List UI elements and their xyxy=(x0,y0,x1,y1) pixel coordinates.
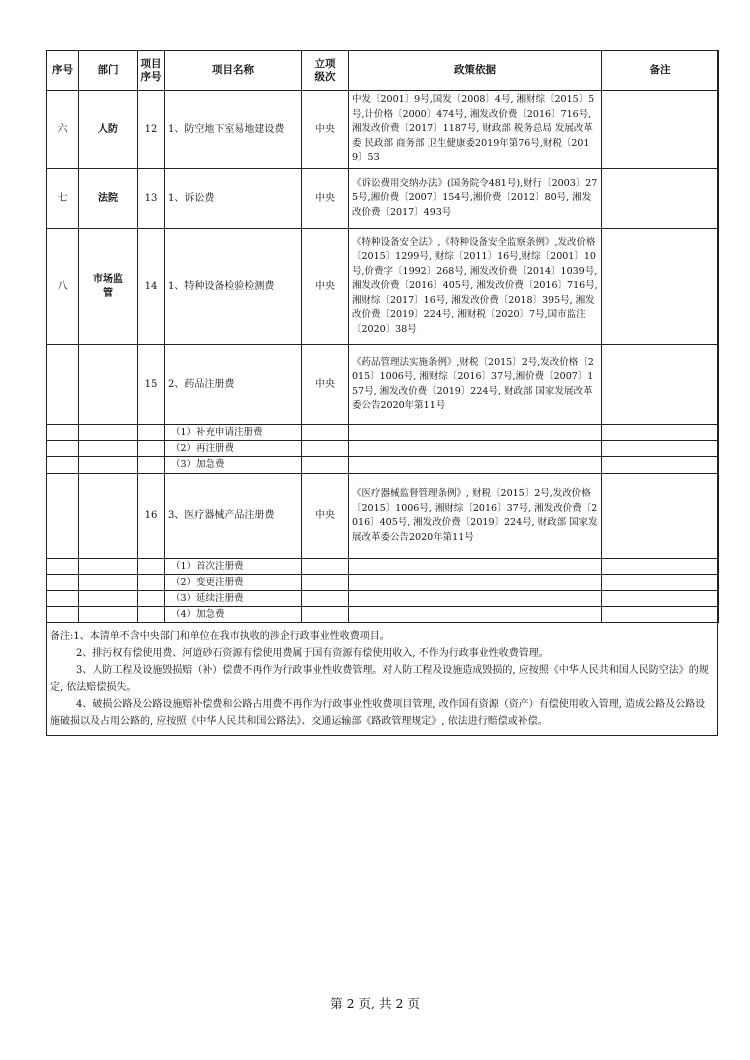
note-4: 4、破损公路及公路设施赔补偿费和公路占用费不再作为行政事业性收费项目管理, 改作国有资源（资产）有偿使用收入管理, 造成公路及公路设施破损以及占用公路的, 应按照《中华人民共和国公路法》、交通运输部《路政管理规定》, 依法进行赔偿或补偿。 xyxy=(50,699,706,727)
row-seq: 八 xyxy=(47,229,79,345)
sub-item-row xyxy=(47,441,719,457)
sub-item-row xyxy=(47,457,719,474)
header-item-seq: 项目序号 xyxy=(138,51,165,91)
sub-item-name: （1）首次注册费 xyxy=(165,559,302,575)
row-item-seq: 15 xyxy=(138,345,165,425)
table-row xyxy=(47,345,719,425)
row-seq xyxy=(47,345,79,425)
row-dept: 市场监管 xyxy=(79,229,138,345)
page-number: 第 2 页, 共 2 页 xyxy=(330,996,420,1011)
row-remark xyxy=(602,229,719,345)
row-dept: 人防 xyxy=(79,91,138,169)
row-item-name: 1、防空地下室易地建设费 xyxy=(165,91,302,169)
row-level: 中央 xyxy=(302,229,349,345)
row-seq: 六 xyxy=(47,91,79,169)
row-level: 中央 xyxy=(302,91,349,169)
row-seq: 七 xyxy=(47,169,79,229)
row-dept xyxy=(79,345,138,425)
header-remark: 备注 xyxy=(602,51,719,91)
row-remark xyxy=(602,345,719,425)
header-policy: 政策依据 xyxy=(349,51,602,91)
sub-item-row xyxy=(47,559,719,575)
row-item-name: 3、医疗器械产品注册费 xyxy=(165,474,302,559)
row-item-seq: 14 xyxy=(138,229,165,345)
row-item-name: 2、药品注册费 xyxy=(165,345,302,425)
row-policy: 《医疗器械监督管理条例》, 财税〔2015〕2号,发改价格〔2015〕1006号, 湘财综〔2016〕37号, 湘发改价费〔2016〕405号, 湘发改价费〔2019〕224号, 财政部 国家发展改革委公告2020年第11号 xyxy=(349,474,602,559)
table-row xyxy=(47,169,719,229)
header-row xyxy=(47,51,719,91)
sub-item-name: （3）加急费 xyxy=(165,457,302,474)
sub-item-name: （2）再注册费 xyxy=(165,441,302,457)
row-item-seq: 12 xyxy=(138,91,165,169)
row-dept: 法院 xyxy=(79,169,138,229)
row-level: 中央 xyxy=(302,169,349,229)
sub-item-row xyxy=(47,591,719,607)
sub-item-name: （4）加急费 xyxy=(165,607,302,623)
row-item-name: 1、诉讼费 xyxy=(165,169,302,229)
header-item-name: 项目名称 xyxy=(165,51,302,91)
notes-section xyxy=(50,628,714,730)
header-level: 立项级次 xyxy=(302,51,349,91)
row-remark xyxy=(602,91,719,169)
row-item-seq: 16 xyxy=(138,474,165,559)
sub-item-row xyxy=(47,425,719,441)
row-policy: 《特种设备安全法》,《特种设备安全监察条例》,发改价格〔2015〕1299号, 财综〔2011〕16号,财综〔2001〕10号,价费字〔1992〕268号, 湘发改价费〔2014〕1039号, 湘发改价费〔2016〕405号, 湘发改价费〔2016〕716号, 湘财综〔2017〕16号, 湘发改价费〔2018〕395号, 湘发改价费〔2019〕224号, 湘财税〔2020〕7号,国市监注〔2020〕38号 xyxy=(349,229,602,345)
sub-item-row xyxy=(47,607,719,623)
row-policy: 《药品管理法实施条例》,财税〔2015〕2号,发改价格〔2015〕1006号, 湘财综〔2016〕37号,湘价费〔2007〕157号, 湘发改价费〔2019〕224号, 财政部 国家发展改革委公告2020年第11号 xyxy=(349,345,602,425)
sub-item-name: （1）补充申请注册费 xyxy=(165,425,302,441)
note-2: 2、排污权有偿使用费、河道砂石资源有偿使用费属于国有资源有偿使用收入, 不作为行政事业性收费管理。 xyxy=(76,648,549,659)
header-seq: 序号 xyxy=(47,51,79,91)
row-level: 中央 xyxy=(302,345,349,425)
row-item-name: 1、特种设备检验检测费 xyxy=(165,229,302,345)
fee-table xyxy=(46,50,719,623)
row-item-seq: 13 xyxy=(138,169,165,229)
table-row xyxy=(47,474,719,559)
table-row xyxy=(47,91,719,169)
note-1: 备注:1、本清单不含中央部门和单位在我市执收的涉企行政事业性收费项目。 xyxy=(50,631,390,642)
table-row xyxy=(47,229,719,345)
note-3: 3、人防工程及设施毁损赔（补）偿费不再作为行政事业性收费管理。对人防工程及设施造成毁损的, 应按照《中华人民共和国人民防空法》的规定, 依法赔偿损失。 xyxy=(50,665,709,693)
header-dept: 部门 xyxy=(79,51,138,91)
sub-item-name: （3）延续注册费 xyxy=(165,591,302,607)
sub-item-row xyxy=(47,575,719,591)
row-policy: 《诉讼费用交纳办法》(国务院令481号),财行〔2003〕275号,湘价费〔2007〕154号,湘价费〔2012〕80号, 湘发改价费〔2017〕493号 xyxy=(349,169,602,229)
row-remark xyxy=(602,169,719,229)
sub-item-name: （2）变更注册费 xyxy=(165,575,302,591)
row-level: 中央 xyxy=(302,474,349,559)
row-policy: 中发〔2001〕9号,国发〔2008〕4号, 湘财综〔2015〕5号,计价格〔2000〕474号, 湘发改价费〔2016〕716号,湘发改价费〔2017〕1187号, 财政部 税务总局 发展改革委 民政部 商务部 卫生健康委2019年第76号,财税〔2019〕53 xyxy=(349,91,602,169)
